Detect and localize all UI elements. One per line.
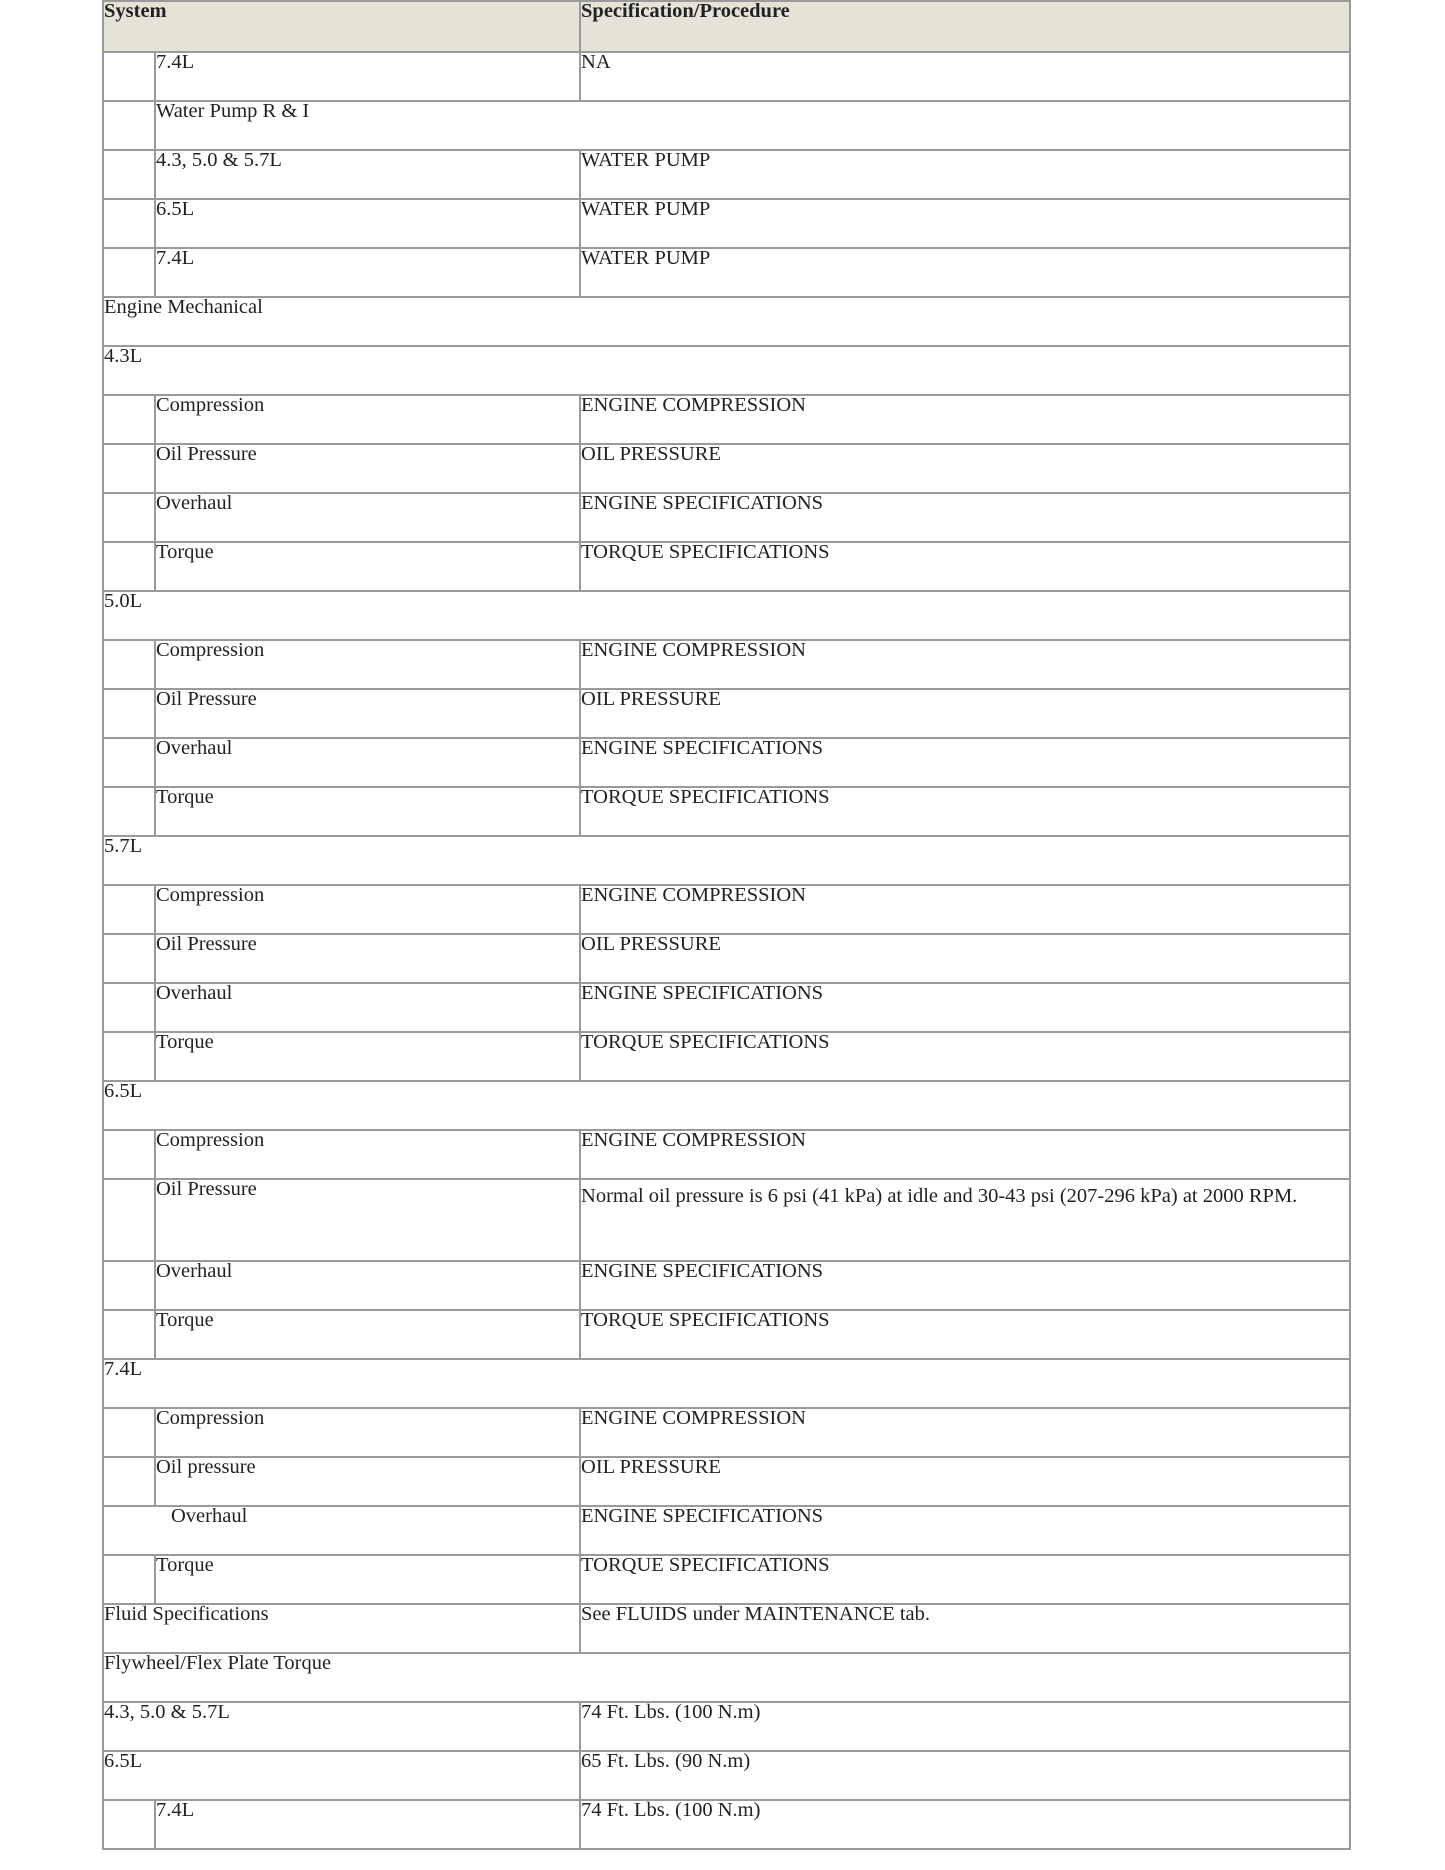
- indent-cell: [103, 1555, 155, 1604]
- system-cell: Fluid Specifications: [103, 1604, 580, 1653]
- system-cell: Compression: [155, 1408, 580, 1457]
- spec-link[interactable]: OIL PRESSURE: [580, 1457, 1350, 1506]
- indent-cell: [103, 1130, 155, 1179]
- system-cell: 6.5L: [103, 1751, 580, 1800]
- table-row: [103, 297, 1350, 346]
- spec-cell: 74 Ft. Lbs. (100 N.m): [580, 1702, 1350, 1751]
- spec-link[interactable]: ENGINE COMPRESSION: [580, 885, 1350, 934]
- system-cell: Torque: [155, 787, 580, 836]
- section-heading: Flywheel/Flex Plate Torque: [103, 1653, 1350, 1702]
- system-column-header: System: [103, 1, 580, 52]
- subsection-heading: 5.7L: [103, 836, 1350, 885]
- indent-cell: [103, 738, 155, 787]
- spec-link[interactable]: TORQUE SPECIFICATIONS: [580, 1032, 1350, 1081]
- system-cell: Torque: [155, 1032, 580, 1081]
- spec-link[interactable]: ENGINE COMPRESSION: [580, 395, 1350, 444]
- spec-link[interactable]: ENGINE SPECIFICATIONS: [580, 1506, 1350, 1555]
- system-cell: Oil Pressure: [155, 934, 580, 983]
- system-cell: Compression: [155, 885, 580, 934]
- indent-cell: [103, 444, 155, 493]
- subsection-heading: 7.4L: [103, 1359, 1350, 1408]
- table-row: [103, 444, 1350, 493]
- spec-link[interactable]: WATER PUMP: [580, 199, 1350, 248]
- table-row: [103, 1457, 1350, 1506]
- section-heading: Water Pump R & I: [155, 101, 1350, 150]
- table-row: [103, 1702, 1350, 1751]
- table-row: [103, 689, 1350, 738]
- table-row: [103, 934, 1350, 983]
- table-row: [103, 1555, 1350, 1604]
- spec-link[interactable]: ENGINE COMPRESSION: [580, 1408, 1350, 1457]
- system-cell: Oil Pressure: [155, 689, 580, 738]
- table-row: [103, 1179, 1350, 1261]
- table-row: [103, 199, 1350, 248]
- table-row: [103, 1032, 1350, 1081]
- spec-link[interactable]: WATER PUMP: [580, 150, 1350, 199]
- system-cell: 7.4L: [155, 1800, 580, 1849]
- system-cell: 4.3, 5.0 & 5.7L: [155, 150, 580, 199]
- system-cell: Compression: [155, 640, 580, 689]
- table-row: [103, 983, 1350, 1032]
- indent-cell: [103, 689, 155, 738]
- indent-cell: [103, 1310, 155, 1359]
- system-cell: 6.5L: [155, 199, 580, 248]
- spec-link[interactable]: ENGINE COMPRESSION: [580, 640, 1350, 689]
- system-cell: Compression: [155, 395, 580, 444]
- spec-link[interactable]: TORQUE SPECIFICATIONS: [580, 1310, 1350, 1359]
- spec-link[interactable]: ENGINE SPECIFICATIONS: [580, 983, 1350, 1032]
- system-cell: Overhaul: [103, 1506, 580, 1555]
- system-cell: Torque: [155, 1310, 580, 1359]
- subsection-heading: 4.3L: [103, 346, 1350, 395]
- specifications-table: [102, 0, 1351, 1850]
- spec-link[interactable]: TORQUE SPECIFICATIONS: [580, 542, 1350, 591]
- spec-cell: NA: [580, 52, 1350, 101]
- table-row: [103, 150, 1350, 199]
- system-cell: Torque: [155, 1555, 580, 1604]
- subsection-heading: 5.0L: [103, 591, 1350, 640]
- table-row: [103, 1081, 1350, 1130]
- table-row: [103, 787, 1350, 836]
- indent-cell: [103, 640, 155, 689]
- indent-cell: [103, 1261, 155, 1310]
- system-cell: Oil Pressure: [155, 1179, 580, 1261]
- table-row: [103, 1261, 1350, 1310]
- indent-cell: [103, 934, 155, 983]
- indent-cell: [103, 885, 155, 934]
- spec-link[interactable]: OIL PRESSURE: [580, 689, 1350, 738]
- system-cell: Torque: [155, 542, 580, 591]
- system-cell: Oil pressure: [155, 1457, 580, 1506]
- indent-cell: [103, 787, 155, 836]
- table-row: [103, 885, 1350, 934]
- indent-cell: [103, 1800, 155, 1849]
- table-row: [103, 591, 1350, 640]
- indent-cell: [103, 1032, 155, 1081]
- system-cell: Overhaul: [155, 738, 580, 787]
- table-row: [103, 542, 1350, 591]
- indent-cell: [103, 52, 155, 101]
- spec-link[interactable]: ENGINE SPECIFICATIONS: [580, 493, 1350, 542]
- indent-cell: [103, 248, 155, 297]
- system-cell: Overhaul: [155, 493, 580, 542]
- table-row: [103, 493, 1350, 542]
- indent-cell: [103, 1408, 155, 1457]
- table-row: [103, 395, 1350, 444]
- table-row: [103, 1751, 1350, 1800]
- indent-cell: [103, 101, 155, 150]
- indent-cell: [103, 542, 155, 591]
- spec-link[interactable]: ENGINE SPECIFICATIONS: [580, 1261, 1350, 1310]
- spec-cell: 74 Ft. Lbs. (100 N.m): [580, 1800, 1350, 1849]
- spec-link[interactable]: ENGINE COMPRESSION: [580, 1130, 1350, 1179]
- table-row: [103, 1653, 1350, 1702]
- table-row: [103, 1130, 1350, 1179]
- spec-cell: 65 Ft. Lbs. (90 N.m): [580, 1751, 1350, 1800]
- indent-cell: [103, 199, 155, 248]
- system-cell: Oil Pressure: [155, 444, 580, 493]
- table-row: [103, 1800, 1350, 1849]
- indent-cell: [103, 493, 155, 542]
- table-row: [103, 1310, 1350, 1359]
- system-cell: 4.3, 5.0 & 5.7L: [103, 1702, 580, 1751]
- table-row: [103, 248, 1350, 297]
- subsection-heading: 6.5L: [103, 1081, 1350, 1130]
- table-row: [103, 738, 1350, 787]
- spec-link[interactable]: ENGINE SPECIFICATIONS: [580, 738, 1350, 787]
- spec-cell: Normal oil pressure is 6 psi (41 kPa) at idle and 30-43 psi (207-296 kPa) at 2000 RPM.: [580, 1179, 1350, 1261]
- table-row: [103, 1408, 1350, 1457]
- table-header-row: [103, 1, 1350, 52]
- spec-link[interactable]: OIL PRESSURE: [580, 934, 1350, 983]
- indent-cell: [103, 1457, 155, 1506]
- spec-link[interactable]: TORQUE SPECIFICATIONS: [580, 1555, 1350, 1604]
- table-row: [103, 1604, 1350, 1653]
- specification-column-header: Specification/Procedure: [580, 1, 1350, 52]
- spec-link[interactable]: WATER PUMP: [580, 248, 1350, 297]
- spec-cell: See FLUIDS under MAINTENANCE tab.: [580, 1604, 1350, 1653]
- table-row: [103, 1359, 1350, 1408]
- table-row: [103, 640, 1350, 689]
- indent-cell: [103, 1179, 155, 1261]
- system-cell: Compression: [155, 1130, 580, 1179]
- spec-link[interactable]: OIL PRESSURE: [580, 444, 1350, 493]
- table-row: [103, 52, 1350, 101]
- system-cell: Overhaul: [155, 983, 580, 1032]
- section-heading: Engine Mechanical: [103, 297, 1350, 346]
- spec-link[interactable]: TORQUE SPECIFICATIONS: [580, 787, 1350, 836]
- indent-cell: [103, 983, 155, 1032]
- table-row: [103, 346, 1350, 395]
- indent-cell: [103, 395, 155, 444]
- system-cell: Overhaul: [155, 1261, 580, 1310]
- table-row: [103, 836, 1350, 885]
- table-row: [103, 101, 1350, 150]
- system-cell: 7.4L: [155, 52, 580, 101]
- table-row: [103, 1506, 1350, 1555]
- system-cell: 7.4L: [155, 248, 580, 297]
- indent-cell: [103, 150, 155, 199]
